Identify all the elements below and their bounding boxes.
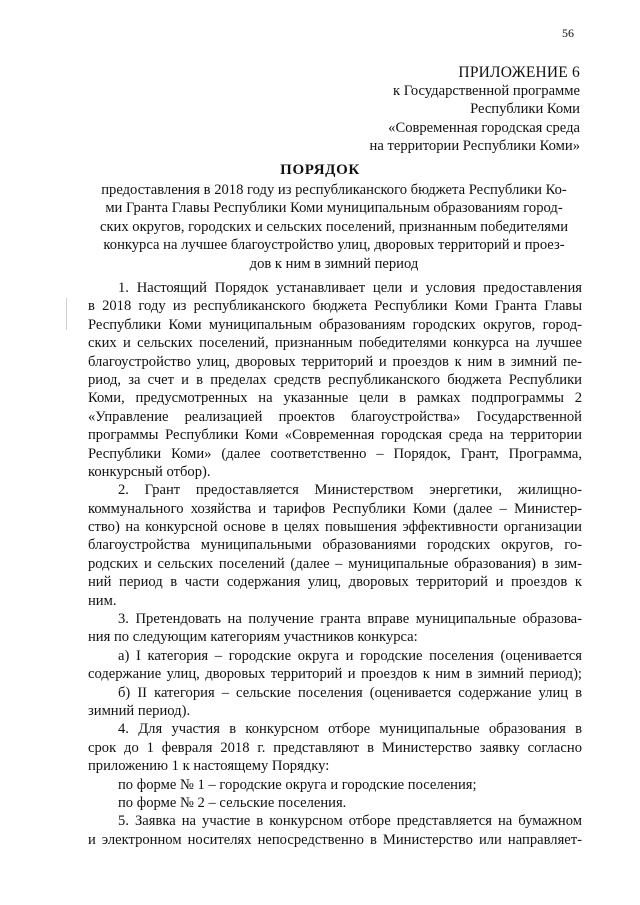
body-line: по форме № 1 – городские округа и городские поселения; (118, 776, 477, 793)
body-line: ним. (88, 592, 117, 609)
body-line: ния по следующим категориям участников конкурса: (88, 629, 418, 646)
body-line: 4. Для участия в конкурсном отборе муниципальные образования в (118, 721, 582, 738)
body-line: и электронном носителях непосредственно в Министерство или направляет- (88, 831, 582, 848)
appendix-line: к Государственной программе (392, 83, 580, 100)
body-line: Коми, предусмотренных на указанные цели в рамках подпрограммы 2 (88, 390, 582, 407)
subtitle-line: предоставления в 2018 году из республиканского бюджета Республики Ко- (101, 182, 567, 198)
body-line: ских и сельских поселений, признанным победителями конкурса на лучшее (88, 335, 582, 352)
body-line: в 2018 году из республиканского бюджета Республики Коми Гранта Главы (88, 298, 582, 315)
body-line: 5. Заявка на участие в конкурсном отборе представляется на бумажном (118, 813, 582, 830)
document-subtitle (88, 181, 580, 273)
body-line: конкурсный отбор). (88, 463, 211, 480)
body-line: 1. Настоящий Порядок устанавливает цели и условия предоставления (118, 280, 582, 296)
body-line: срок до 1 февраля 2018 г. представляют в Министерство заявку согласно (88, 739, 582, 756)
document-body (88, 279, 582, 849)
appendix-title: ПРИЛОЖЕНИЕ 6 (458, 64, 580, 81)
appendix-line: «Современная городская среда (388, 119, 580, 136)
body-line: риод, за счет и в пределах средств республиканского бюджета Республики (88, 371, 582, 388)
page-number: 56 (562, 26, 574, 40)
margin-mark (66, 298, 67, 330)
body-line: Республики Коми муниципальным образованиям городских округов, город- (88, 316, 582, 333)
subtitle-line: ми Гранта Главы Республики Коми муниципальным образованиям город- (105, 200, 563, 217)
body-line: «Управление реализацией проектов благоустройства» Государственной (88, 408, 582, 425)
body-line: коммунального хозяйства и тарифов Республики Коми (далее – Министер- (88, 500, 582, 517)
body-line: по форме № 2 – сельские поселения. (118, 794, 347, 811)
body-line: зимний период). (88, 702, 191, 719)
body-line: 2. Грант предоставляется Министерством энергетики, жилищно- (118, 482, 582, 499)
subtitle-line: конкурса на лучшее благоустройство улиц, дворовых территорий и проез- (103, 237, 565, 254)
body-line: ство) на конкурсной основе в целях повышения эффективности организации (88, 519, 582, 536)
body-line: приложению 1 к настоящему Порядку: (88, 758, 330, 775)
body-line: программы Республики Коми «Современная городская среда на территории (88, 427, 582, 444)
body-line: благоустройство улиц, дворовых территорий и проездов к ним в зимний пе- (88, 353, 582, 370)
appendix-line: Республики Коми (470, 101, 580, 118)
appendix-line: на территории Республики Коми» (369, 137, 580, 154)
body-line: 3. Претендовать на получение гранта вправе муниципальные образова- (118, 611, 582, 628)
body-line: ний период в части содержания улиц, дворовых территорий и проездов к (88, 574, 582, 591)
subtitle-line: ских округов, городских и сельских поселений, признанным победителями (99, 218, 569, 235)
body-line: а) I категория – городские округа и городские поселения (оценивается (118, 647, 582, 664)
subtitle-line: дов к ним в зимний период (249, 255, 419, 272)
body-line: б) II категория – сельские поселения (оценивается содержание улиц в (118, 684, 582, 701)
appendix-block (280, 64, 580, 155)
body-line: родских и сельских поселений (далее – муниципальные образования) в зим- (88, 555, 582, 572)
body-line: Республики Коми» (далее соответственно – Порядок, Грант, Программа, (88, 445, 582, 462)
body-line: благоустройства муниципальными образованиями городских округов, го- (88, 537, 582, 554)
body-line: содержание улиц, дворовых территорий и проездов к ним в зимний период); (88, 666, 582, 683)
document-title: ПОРЯДОК (280, 162, 360, 178)
